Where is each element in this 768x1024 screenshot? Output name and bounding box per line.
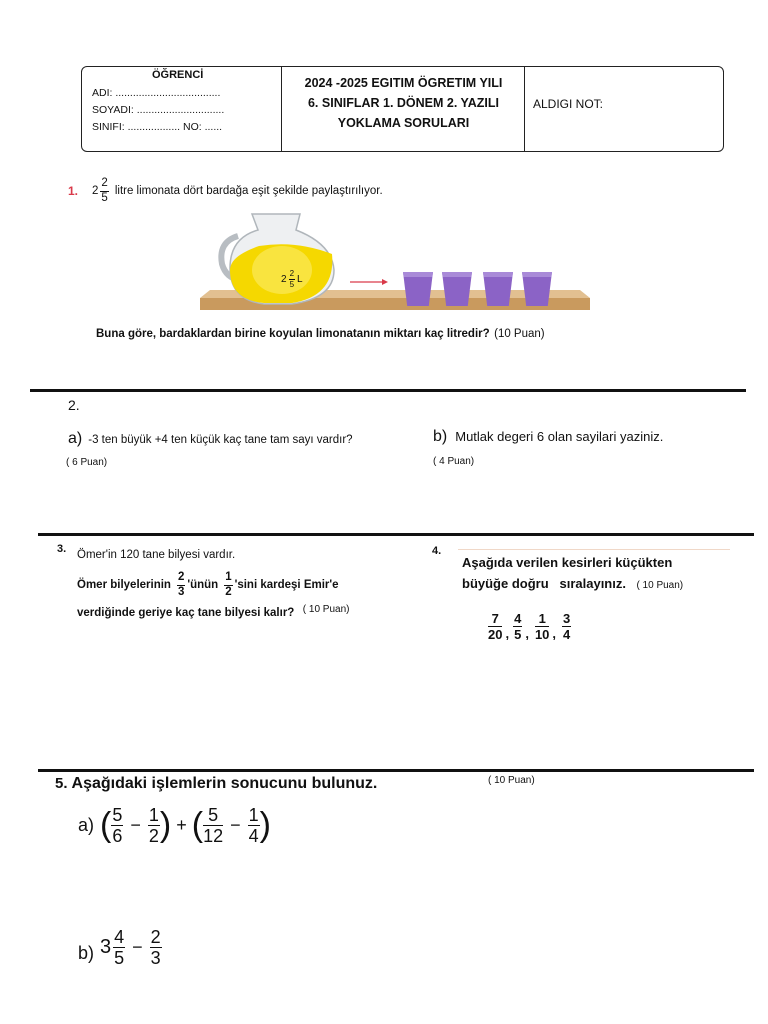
student-title: ÖĞRENCİ bbox=[152, 69, 204, 81]
q5-a-fraction-1 bbox=[111, 806, 123, 845]
q5-b-fraction-1-numerator: 4 bbox=[114, 927, 125, 947]
q4-points: ( 10 Puan) bbox=[636, 580, 684, 591]
q3-number: 3. bbox=[57, 543, 67, 555]
q4-heading-rule bbox=[458, 549, 730, 550]
surname-line: SOYADI: .............................. bbox=[92, 104, 225, 116]
q5-b-fraction-1 bbox=[113, 928, 125, 967]
q3-points: ( 10 Puan) bbox=[302, 604, 350, 615]
exam-title-line-3: YOKLAMA SORULARI bbox=[337, 116, 470, 130]
q5-a-fraction-4-numerator: 1 bbox=[248, 805, 259, 825]
q5-part-b bbox=[78, 928, 162, 967]
q5-b-fraction-2-denominator: 3 bbox=[150, 948, 161, 968]
q5-b-fraction-1-denominator: 5 bbox=[114, 948, 125, 968]
q5-a-minus-1: − bbox=[130, 815, 141, 835]
divider-1 bbox=[30, 389, 746, 392]
q5-text: Aşağıdaki işlemlerin sonucunu bulunuz. bbox=[71, 775, 378, 792]
q2-number: 2. bbox=[68, 397, 80, 413]
jug-label-numerator: 2 bbox=[289, 269, 295, 278]
q5-b-minus: − bbox=[132, 937, 143, 957]
q4-line-2 bbox=[462, 575, 683, 593]
q5-a-minus-2: − bbox=[230, 815, 241, 835]
q5-a-fraction-3-numerator: 5 bbox=[203, 806, 223, 826]
q5-b-fraction-2-numerator: 2 bbox=[150, 927, 161, 947]
jug-label-whole: 2 bbox=[281, 274, 287, 285]
q2-b-label: b) bbox=[433, 428, 448, 445]
q5-a-rparen-2: ) bbox=[259, 806, 271, 844]
q5-b-fraction-2 bbox=[150, 928, 162, 967]
q3-fraction-1 bbox=[177, 572, 185, 598]
q3-fraction-2 bbox=[224, 572, 232, 598]
q3-fraction-1-denominator: 3 bbox=[177, 585, 185, 598]
q5-a-fraction-1-numerator: 5 bbox=[112, 805, 123, 825]
exam-title-box bbox=[282, 67, 525, 151]
q2-a-text: -3 ten büyük +4 ten küçük kaç tane tam sayı vardır? bbox=[88, 434, 353, 446]
jug-label-unit: L bbox=[297, 274, 303, 285]
q3-line-2 bbox=[77, 572, 339, 598]
q2-a-points: ( 6 Puan) bbox=[66, 457, 108, 468]
q1-question-text: Buna göre, bardaklardan birine koyulan limonatanın miktarı kaç litredir? bbox=[96, 328, 490, 340]
q1-number: 1. bbox=[68, 184, 79, 198]
q3-part-2: 'ünün bbox=[187, 579, 219, 591]
q5-a-fraction-2-numerator: 1 bbox=[148, 805, 159, 825]
q4-fraction-2 bbox=[513, 612, 522, 641]
q5-a-fraction-4-denominator: 4 bbox=[248, 826, 259, 846]
q5-a-fraction-2-denominator: 2 bbox=[148, 826, 159, 846]
q3-fraction-1-numerator: 2 bbox=[177, 572, 185, 586]
q3-line-1: Ömer'in 120 tane bilyesi vardır. bbox=[77, 549, 236, 561]
q4-line-2-text: büyüğe doğru sıralayınız. bbox=[462, 576, 626, 591]
q3-fraction-2-numerator: 1 bbox=[224, 572, 232, 586]
q4-comma-1: , bbox=[505, 626, 510, 641]
q4-fraction-4 bbox=[562, 612, 571, 641]
lemonade-illustration bbox=[200, 208, 590, 314]
name-line: ADI: .................................... bbox=[92, 87, 221, 99]
exam-title-line-1: 2024 -2025 EGITIM ÖGRETIM YILI bbox=[304, 76, 503, 90]
q5-a-label: a) bbox=[78, 815, 95, 835]
cup-3 bbox=[483, 272, 513, 306]
q5-points: ( 10 Puan) bbox=[488, 775, 535, 786]
q4-fraction-3 bbox=[535, 612, 549, 641]
q4-fraction-2-numerator: 4 bbox=[514, 611, 522, 626]
q5-a-fraction-3-denominator: 12 bbox=[203, 826, 224, 846]
q1-points: (10 Puan) bbox=[494, 328, 545, 340]
q4-fraction-2-denominator: 5 bbox=[514, 627, 522, 642]
q5-a-fraction-2 bbox=[148, 806, 160, 845]
q4-number: 4. bbox=[432, 545, 442, 557]
q1-statement bbox=[68, 178, 383, 204]
grade-box bbox=[525, 67, 723, 151]
q4-fraction-4-denominator: 4 bbox=[563, 627, 571, 642]
q3-fraction-2-denominator: 2 bbox=[225, 585, 232, 598]
q3-line-3-text: verdiğinde geriye kaç tane bilyesi kalır? bbox=[77, 607, 295, 619]
student-info-box bbox=[82, 67, 282, 151]
q5-heading bbox=[55, 775, 377, 793]
exam-header bbox=[81, 66, 724, 152]
q1-question bbox=[96, 324, 545, 342]
cup-1 bbox=[403, 272, 433, 306]
q4-line-1: Aşağıda verilen kesirleri küçükten bbox=[462, 555, 673, 570]
jug-label-fraction bbox=[289, 270, 295, 289]
arrow-head bbox=[382, 279, 388, 285]
q2-part-b bbox=[433, 428, 663, 446]
q4-fraction-list bbox=[488, 612, 571, 641]
jug-label-denominator: 5 bbox=[289, 280, 295, 289]
q4-comma-2: , bbox=[525, 626, 529, 641]
class-line: SINIFI: .................. NO: ...... bbox=[92, 121, 223, 133]
q4-fraction-1-numerator: 7 bbox=[488, 612, 502, 627]
q1-fraction bbox=[100, 178, 108, 204]
q5-number: 5. bbox=[55, 775, 68, 792]
grade-label: ALDIGI NOT: bbox=[533, 97, 604, 111]
q4-fraction-3-denominator: 10 bbox=[534, 627, 550, 642]
divider-3 bbox=[38, 769, 754, 772]
q5-a-fraction-3 bbox=[203, 806, 223, 845]
q5-a-fraction-4 bbox=[248, 806, 260, 845]
q5-b-whole: 3 bbox=[100, 936, 112, 958]
q5-b-label: b) bbox=[78, 943, 95, 963]
q4-fraction-1 bbox=[488, 612, 502, 641]
cup-4 bbox=[522, 272, 552, 306]
q1-fraction-denominator: 5 bbox=[101, 191, 108, 204]
cup-2 bbox=[442, 272, 472, 306]
q5-a-lparen-2: ( bbox=[191, 806, 204, 844]
exam-title-line-2: 6. SINIFLAR 1. DÖNEM 2. YAZILI bbox=[307, 96, 499, 110]
q3-part-1: Ömer bilyelerinin bbox=[77, 579, 171, 591]
q2-b-points: ( 4 Puan) bbox=[433, 456, 475, 467]
q2-a-label: a) bbox=[68, 430, 83, 447]
q5-part-a bbox=[78, 806, 271, 845]
q4-fraction-3-numerator: 1 bbox=[535, 612, 549, 627]
q3-line-3 bbox=[77, 603, 349, 621]
q5-a-lparen-1: ( bbox=[100, 806, 112, 844]
q3-part-3: 'sini kardeşi Emir'e bbox=[234, 579, 339, 591]
q1-text: litre limonata dört bardağa eşit şekilde paylaştırılıyor. bbox=[114, 185, 383, 197]
divider-2 bbox=[38, 533, 754, 536]
q1-mixed-whole: 2 bbox=[92, 185, 99, 197]
q5-a-fraction-1-denominator: 6 bbox=[112, 826, 123, 846]
q5-a-rparen-1: ) bbox=[159, 806, 172, 844]
q4-fraction-4-numerator: 3 bbox=[563, 611, 571, 626]
q4-comma-3: , bbox=[552, 626, 557, 641]
jug-label bbox=[281, 270, 303, 289]
q2-b-text: Mutlak degeri 6 olan sayilari yaziniz. bbox=[455, 429, 664, 444]
q5-a-plus: + bbox=[176, 815, 187, 835]
q2-part-a bbox=[68, 430, 353, 448]
q1-fraction-numerator: 2 bbox=[100, 178, 108, 192]
q4-fraction-1-denominator: 20 bbox=[488, 627, 503, 642]
